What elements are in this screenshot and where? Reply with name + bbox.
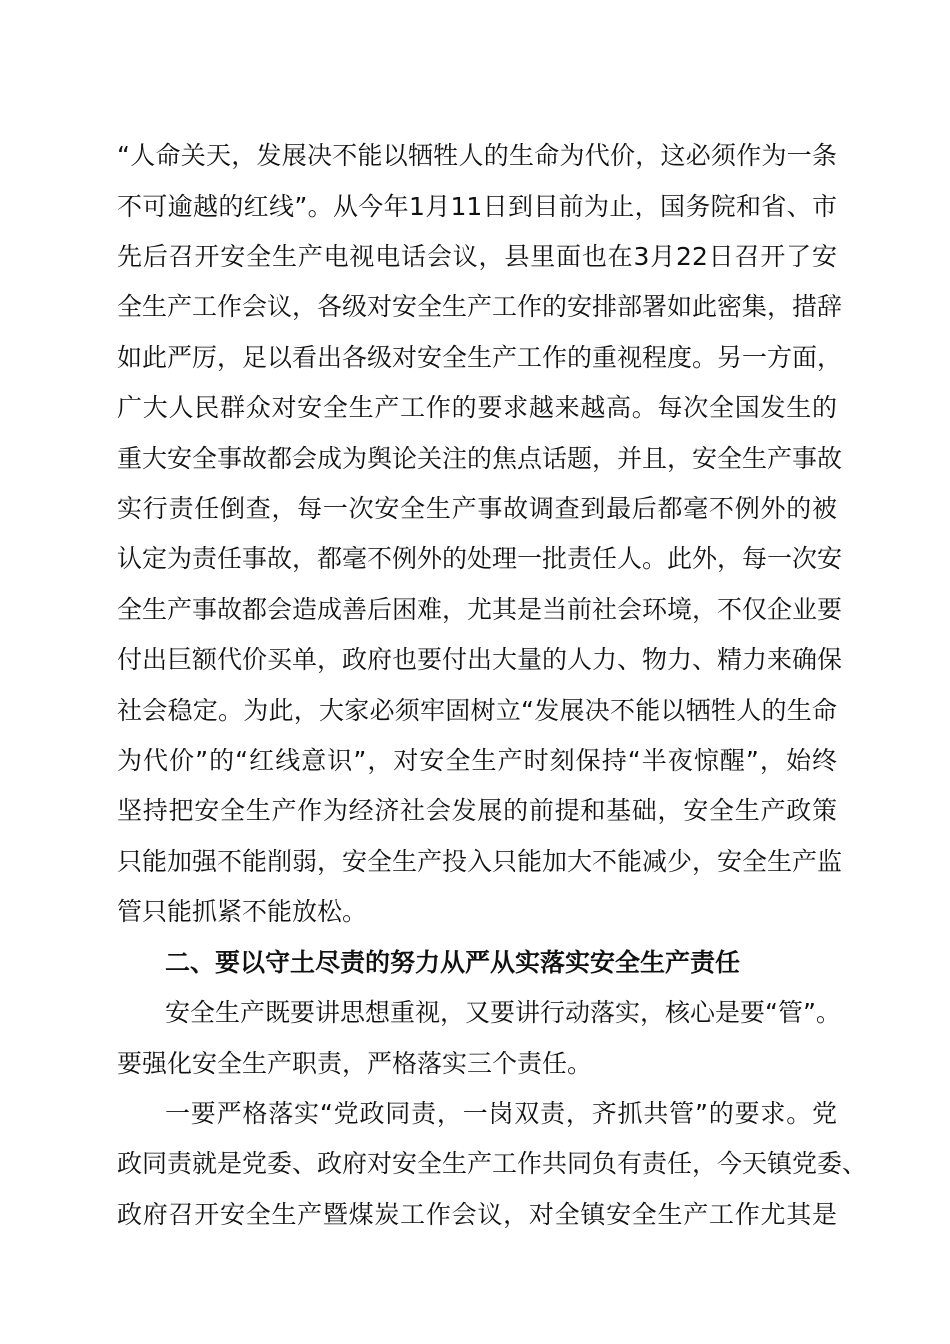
body-text-line: 政府召开安全生产暨煤炭工作会议，对全镇安全生产工作尤其是 <box>117 1200 837 1229</box>
body-text-line: 管只能抓紧不能放松。 <box>117 897 368 926</box>
body-text-line: 不可逾越的红线”。从今年1月11日到目前为止，国务院和省、市 <box>117 192 837 221</box>
body-text-line: 安全生产既要讲思想重视，又要讲行动落实，核心是要“管”。 <box>165 998 841 1027</box>
body-text-line: 只能加强不能削弱，安全生产投入只能加大不能减少，安全生产监 <box>117 847 843 876</box>
body-text-line: “人命关天，发展决不能以牺牲人的生命为代价，这必须作为一条 <box>117 141 837 170</box>
body-text-line: 实行责任倒查，每一次安全生产事故调查到最后都毫不例外的被 <box>117 494 837 523</box>
body-text-line: 重大安全事故都会成为舆论关注的焦点话题，并且，安全生产事故 <box>117 444 843 473</box>
body-text-line: 广大人民群众对安全生产工作的要求越来越高。每次全国发生的 <box>117 393 837 422</box>
body-text-line: 付出巨额代价买单，政府也要付出大量的人力、物力、精力来确保 <box>117 645 843 674</box>
body-text-line: 坚持把安全生产作为经济社会发展的前提和基础，安全生产政策 <box>117 796 837 825</box>
body-text-line: 一要严格落实“党政同责，一岗双责，齐抓共管”的要求。党 <box>165 1099 837 1128</box>
body-text-line: 全生产事故都会造成善后困难，尤其是当前社会环境，不仅企业要 <box>117 595 843 624</box>
section-heading: 二、要以守土尽责的努力从严从实落实安全生产责任 <box>165 948 741 977</box>
body-text-line: 先后召开安全生产电视电话会议，县里面也在3月22日召开了安 <box>117 242 837 271</box>
body-text-line: 社会稳定。为此，大家必须牢固树立“发展决不能以牺牲人的生命 <box>117 696 837 725</box>
body-text-line: 全生产工作会议，各级对安全生产工作的安排部署如此密集，措辞 <box>117 292 843 321</box>
body-text-line: 政同责就是党委、政府对安全生产工作共同负有责任，今天镇党委、 <box>117 1149 868 1178</box>
body-text-line: 认定为责任事故，都毫不例外的处理一批责任人。此外，每一次安 <box>117 544 843 573</box>
body-text-line: 为代价”的“红线意识”，对安全生产时刻保持“半夜惊醒”，始终 <box>117 746 837 775</box>
body-text-line: 要强化安全生产职责，严格落实三个责任。 <box>117 1049 593 1078</box>
body-text-line: 如此严厉，足以看出各级对安全生产工作的重视程度。另一方面， <box>117 343 843 372</box>
